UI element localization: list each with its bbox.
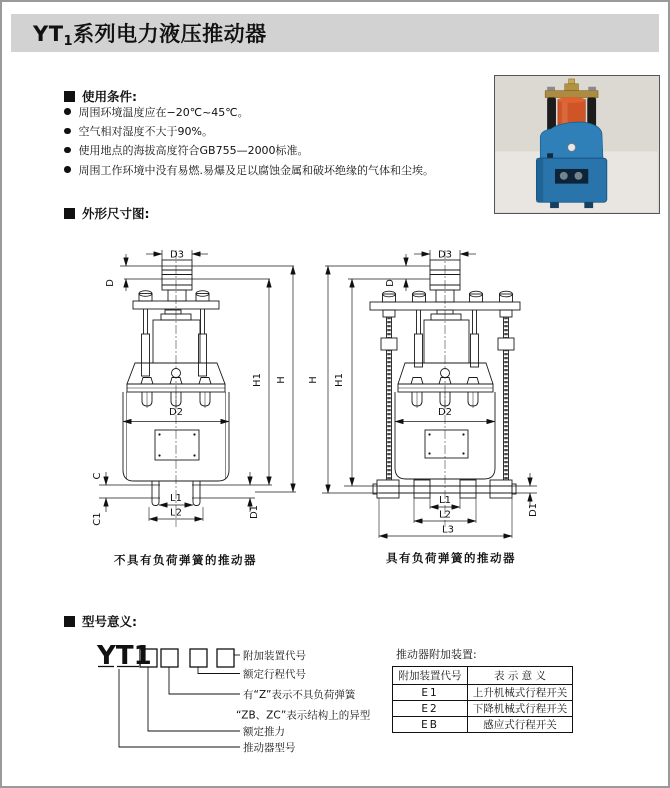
thruster-drawing-left xyxy=(99,250,296,527)
usage-condition-list xyxy=(64,102,434,179)
dim-label: L1 xyxy=(439,495,451,506)
attachments-title: 推动器附加装置: xyxy=(396,648,477,661)
photo-top-fitting xyxy=(569,79,575,84)
col-header-code: 附加装置代号 xyxy=(393,667,468,685)
model-code: YT1 xyxy=(97,641,152,671)
model-label: “ZB、ZC”表示结构上的异型 xyxy=(236,709,371,722)
model-code-box xyxy=(217,649,234,667)
dimensions-section-heading xyxy=(64,204,150,222)
list-bullet-icon xyxy=(64,147,71,154)
list-item xyxy=(64,160,434,179)
model-label: 有“Z”表示不具负荷弹簧 xyxy=(243,689,356,701)
dim-label: L2 xyxy=(439,509,451,521)
list-item xyxy=(64,102,434,121)
model-heading-label: 型号意义: xyxy=(82,614,137,629)
model-section-heading xyxy=(64,612,137,630)
list-bullet-icon xyxy=(64,128,71,135)
model-label: 额定行程代号 xyxy=(243,668,306,681)
dim-label: H1 xyxy=(252,373,263,387)
usage-item-text: 使用地点的海拔高度符合GB755—2000标准。 xyxy=(78,144,309,158)
model-label: 附加装置代号 xyxy=(243,650,306,662)
section-bullet-icon xyxy=(64,208,75,219)
dimension-drawings xyxy=(2,242,670,552)
dim-label: D xyxy=(105,279,116,287)
col-header-meaning: 表 示 意 义 xyxy=(468,667,573,685)
dim-label: D2 xyxy=(168,407,184,418)
dim-label: D xyxy=(385,279,396,287)
product-photo xyxy=(495,76,658,212)
cell-meaning: 感应式行程开关 xyxy=(468,717,573,733)
thruster-drawing-right xyxy=(322,250,537,538)
model-label: 推动器型号 xyxy=(243,742,296,754)
dim-label: D1 xyxy=(249,504,260,520)
drawing-left-dim-labels xyxy=(92,250,287,526)
dim-label: D3 xyxy=(437,249,453,261)
dim-label: D2 xyxy=(437,407,453,418)
list-item xyxy=(64,121,434,140)
list-item xyxy=(64,141,434,160)
table-row xyxy=(393,685,573,701)
product-photo-frame xyxy=(494,75,660,214)
photo-brass-bar xyxy=(545,91,598,98)
title-subscript: 1 xyxy=(63,33,74,49)
dim-label: H xyxy=(308,376,319,384)
table-row xyxy=(393,717,573,733)
dimensions-heading-label: 外形尺寸图: xyxy=(82,206,150,221)
dim-label: L1 xyxy=(170,493,182,504)
usage-item-text: 周围环境温度应在−20℃~45℃。 xyxy=(78,105,249,119)
section-bullet-icon xyxy=(64,91,75,102)
usage-item-text: 空气相对湿度不大于90%。 xyxy=(78,124,213,138)
dim-label: H xyxy=(276,376,287,384)
model-code-box xyxy=(161,649,178,667)
cell-meaning: 上升机械式行程开关 xyxy=(468,685,573,701)
table-row xyxy=(393,701,573,717)
model-label: 额定推力 xyxy=(243,726,285,738)
dim-label: L2 xyxy=(170,507,182,519)
drawing-left-caption: 不具有负荷弹簧的推动器 xyxy=(114,553,257,567)
dim-label: H1 xyxy=(334,373,345,387)
dim-label: D1 xyxy=(528,502,539,518)
list-bullet-icon xyxy=(64,108,71,115)
cell-code: E2 xyxy=(393,701,468,717)
table-header-row xyxy=(393,667,573,685)
page-title-bar xyxy=(11,14,659,52)
list-bullet-icon xyxy=(64,166,71,173)
drawing-right-caption: 具有负荷弹簧的推动器 xyxy=(386,551,516,565)
page-title: $YT_1$系列电力液压推动器 xyxy=(33,21,267,49)
attachments-table xyxy=(392,666,573,733)
cell-code: E1 xyxy=(393,685,468,701)
dim-label: C1 xyxy=(92,512,103,526)
usage-heading-label: 使用条件: xyxy=(82,89,137,104)
usage-item-text: 周围工作环境中没有易燃.易爆及足以腐蚀金属和破坏绝缘的气体和尘埃。 xyxy=(78,163,434,177)
dim-label: L3 xyxy=(442,524,454,536)
section-bullet-icon xyxy=(64,616,75,627)
model-code-box xyxy=(190,649,207,667)
cell-code: EB xyxy=(393,717,468,733)
dim-label: C xyxy=(92,472,103,480)
model-code-diagram xyxy=(62,635,372,765)
cell-meaning: 下降机械式行程开关 xyxy=(468,701,573,717)
dim-label: D3 xyxy=(169,249,185,261)
